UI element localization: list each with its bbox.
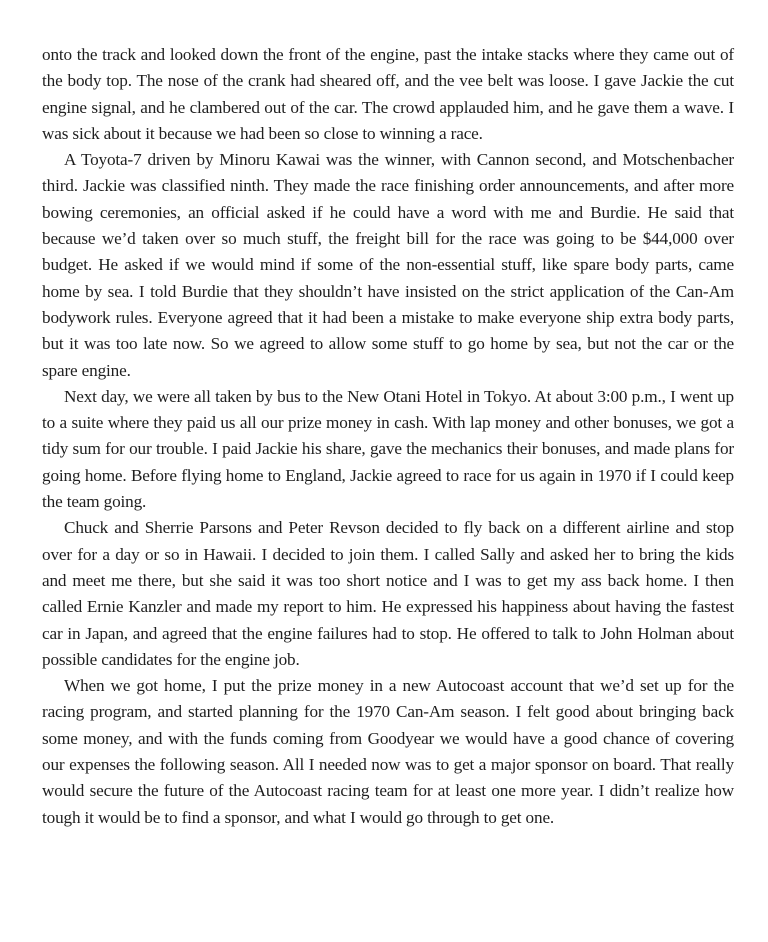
paragraph-2: A Toyota-7 driven by Minoru Kawai was the winner, with Cannon second, and Motschenbacher third. Jackie was classified ninth. They made the race finishing order announcements, and after more bowing ceremonies, an official asked if he could have a word with me and Burdie. He said that because we’d taken over so much stuff, the freight bill for the race was going to be $44,000 over budget. He asked if we would mind if some of the non-essential stuff, like spare body parts, came home by sea. I told Burdie that they shouldn’t have insisted on the strict application of the Can-Am bodywork rules. Everyone agreed that it had been a mistake to make everyone ship extra body parts, but it was too late now. So we agreed to allow some stuff to go home by sea, but not the car or the spare engine. (42, 150, 734, 380)
paragraph-5: When we got home, I put the prize money in a new Autocoast account that we’d set up for the racing program, and started planning for the 1970 Can-Am season. I felt good about bringing back some money, and with the funds coming from Goodyear we would have a good chance of covering our expenses the following season. All I needed now was to get a major sponsor on board. That really would secure the future of the Autocoast racing team for at least one more year. I didn’t realize how tough it would be to find a sponsor, and what I would go through to get one. (42, 676, 734, 827)
paragraph-4: Chuck and Sherrie Parsons and Peter Revson decided to fly back on a different airline and stop over for a day or so in Hawaii. I decided to join them. I called Sally and asked her to bring the kids and meet me there, but she said it was too short notice and I was to get my ass back home. I then called Ernie Kanzler and made my report to him. He expressed his happiness about having the fastest car in Japan, and agreed that the engine failures had to stop. He offered to talk to John Holman about possible candidates for the engine job. (42, 518, 734, 669)
document-page (42, 42, 734, 831)
paragraph-3: Next day, we were all taken by bus to the New Otani Hotel in Tokyo. At about 3:00 p.m., I went up to a suite where they paid us all our prize money in cash. With lap money and other bonuses, we got a tidy sum for our trouble. I paid Jackie his share, gave the mechanics their bonuses, and made plans for going home. Before flying home to England, Jackie agreed to race for us again in 1970 if I could keep the team going. (42, 386, 734, 512)
paragraph-1: onto the track and looked down the front of the engine, past the intake stacks where they came out of the body top. The nose of the crank had sheared off, and the vee belt was loose. I gave Jackie the cut engine signal, and he clambered out of the car. The crowd applauded him, and he gave them a wave. I was sick about it because we had been so close to winning a race. (42, 45, 734, 143)
